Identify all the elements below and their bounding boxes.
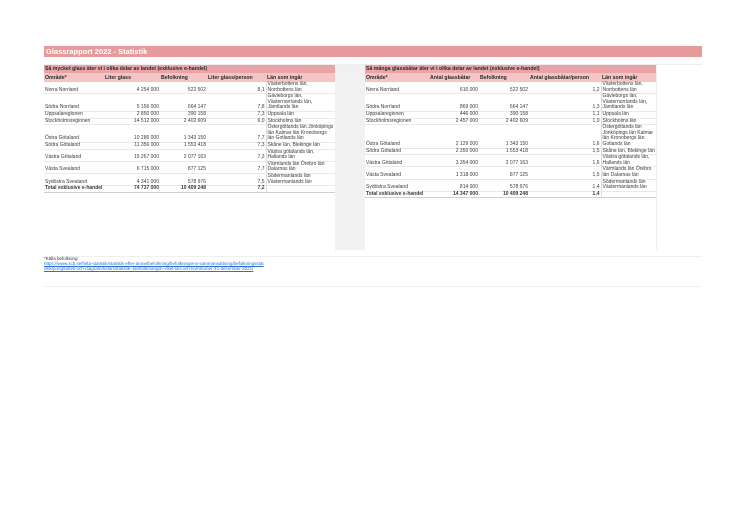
counties-cell: Värmlands län Örebro län Dalarnas län bbox=[601, 167, 656, 179]
header-omrade: Område* bbox=[365, 73, 429, 82]
population-cell: 1 343 150 bbox=[160, 125, 207, 143]
population-cell: 390 158 bbox=[479, 111, 529, 118]
population-cell: 522 502 bbox=[479, 82, 529, 94]
table-row bbox=[44, 161, 335, 173]
counties-cell: Skåne län, Blekinge län bbox=[602, 147, 655, 154]
amount-cell: 6 715 000 bbox=[104, 161, 160, 173]
counties-cell: Västra götalands län, Hallands län bbox=[266, 149, 335, 161]
counties-cell: Västerbottens län, Norrbottens län bbox=[601, 82, 656, 94]
table-row bbox=[365, 179, 656, 191]
amount-cell: 869 000 bbox=[429, 94, 479, 112]
ratio-cell: 1,5 bbox=[529, 167, 601, 179]
ratio-cell: 7,7 bbox=[207, 161, 266, 173]
counties-cell: Stockholms län bbox=[266, 118, 335, 125]
counties-cell: Östergötlands län Jönköpings län Kalmar län Kronobergs län Gotlands län bbox=[267, 124, 334, 142]
counties-cell: Södermanlands län Västermanlands län bbox=[601, 179, 656, 191]
ratio-cell: 1,2 bbox=[529, 82, 601, 94]
amount-cell: 2 350 000 bbox=[429, 148, 479, 155]
area-cell: Västra Götaland bbox=[44, 149, 104, 161]
area-cell: Södra Norrland bbox=[365, 94, 429, 112]
total-population-cell: 10 409 248 bbox=[160, 186, 207, 193]
total-population-cell: 10 409 248 bbox=[479, 191, 529, 198]
source-note bbox=[44, 256, 264, 272]
header-befolkning: Befolkning bbox=[160, 73, 207, 82]
source-link[interactable]: https://www.scb.se/hitta-statistik/statistik-efter-amne/befolkning/befolkningens-sammansattning/befolkningsstatistik/pong/tabell-och-diagram/helarsstatistik--lan/folkmangd-i-riket-lan-och-kommuner-31-december-2021/ bbox=[44, 261, 264, 272]
total-area-cell: Total exklusive e-handel bbox=[45, 185, 103, 192]
total-ratio-cell: 7,2 bbox=[207, 186, 266, 193]
header-liter-glass: Liter glass bbox=[104, 73, 160, 82]
total-amount-cell: 74 737 000 bbox=[104, 186, 160, 193]
area-cell: Uppsalaregionen bbox=[365, 111, 429, 118]
area-cell: Södra Norrland bbox=[44, 94, 104, 112]
population-cell: 390 158 bbox=[160, 111, 207, 118]
header-lan: Län som ingår bbox=[266, 73, 335, 82]
amount-cell: 1 318 000 bbox=[429, 167, 479, 179]
header-omrade: Område* bbox=[44, 73, 104, 82]
population-cell: 2 402 609 bbox=[160, 118, 207, 125]
population-cell: 1 343 150 bbox=[479, 125, 529, 148]
population-cell: 877 125 bbox=[479, 167, 529, 179]
population-cell: 1 553 418 bbox=[160, 142, 207, 149]
ratio-cell: 1,5 bbox=[529, 148, 601, 155]
spreadsheet bbox=[44, 46, 702, 272]
area-cell: Sydöstra Svealand bbox=[365, 179, 429, 191]
header-befolkning: Befolkning bbox=[479, 73, 529, 82]
amount-cell: 2 457 000 bbox=[429, 118, 479, 125]
report-title: Glassrapport 2022 - Statistik bbox=[44, 46, 702, 57]
right-table-subtitle: Så många glassbåtar äter vi i olika delar av landet (exklusive e-handel) bbox=[365, 65, 656, 73]
header-antal-glassbatar: Antal glassbåtar bbox=[429, 73, 479, 82]
table-row bbox=[44, 82, 335, 94]
counties-cell: Västerbottens län, Norrbottens län bbox=[266, 82, 335, 94]
table-row bbox=[365, 94, 656, 112]
population-cell: 664 147 bbox=[479, 94, 529, 112]
counties-cell: Gävleborgs län, Västernorrlands län, Jämtlands län bbox=[266, 94, 335, 112]
table-row bbox=[365, 125, 656, 148]
amount-cell: 4 254 000 bbox=[104, 82, 160, 94]
amount-cell: 814 000 bbox=[429, 179, 479, 191]
counties-cell: Stockholms län bbox=[601, 118, 656, 125]
amount-cell: 5 156 000 bbox=[104, 94, 160, 112]
total-ratio-cell: 1,4 bbox=[529, 191, 601, 198]
counties-cell: Värmlands län Örebro län Dalarnas län bbox=[266, 161, 335, 173]
total-area-cell: Total exklusive e-handel bbox=[365, 191, 429, 198]
total-counties-cell bbox=[601, 191, 656, 198]
gutter-column bbox=[335, 65, 365, 250]
spacer-row bbox=[44, 57, 702, 65]
area-cell: Norra Norrland bbox=[365, 82, 429, 94]
ratio-cell: 1,6 bbox=[529, 155, 601, 167]
area-cell: Sydöstra Svealand bbox=[44, 173, 104, 185]
total-counties-cell bbox=[266, 186, 335, 193]
ratio-cell: 1,3 bbox=[529, 94, 601, 112]
area-cell: Stockholmsregionen bbox=[365, 118, 429, 125]
amount-cell: 4 341 000 bbox=[104, 173, 160, 185]
amount-cell: 3 354 000 bbox=[429, 155, 479, 167]
area-cell: Södra Götaland bbox=[44, 142, 104, 149]
source-label: *Källa befolkning: bbox=[44, 256, 79, 261]
total-row bbox=[365, 191, 656, 198]
ratio-cell: 6,0 bbox=[207, 118, 266, 125]
area-cell: Uppsalaregionen bbox=[44, 111, 104, 118]
counties-cell: Södermanlands län Västermanlands län bbox=[266, 173, 335, 185]
left-table-subtitle: Så mycket glass äter vi i olika delar av landet (exklusive e-handel) bbox=[44, 65, 335, 73]
counties-cell: Uppsala län bbox=[266, 111, 335, 118]
ratio-cell: 1,4 bbox=[529, 179, 601, 191]
population-cell: 578 976 bbox=[160, 173, 207, 185]
total-row bbox=[44, 186, 335, 193]
amount-cell: 610 000 bbox=[429, 82, 479, 94]
area-cell: Östra Götaland bbox=[44, 125, 104, 143]
amount-cell: 15 267 000 bbox=[104, 149, 160, 161]
table-row bbox=[44, 125, 335, 143]
counties-cell: Västra götalands län, Hallands län bbox=[601, 155, 656, 167]
area-cell: Stockholmsregionen bbox=[44, 118, 104, 125]
ice-cream-liters-section bbox=[44, 65, 335, 193]
amount-cell: 11 356 000 bbox=[104, 142, 160, 149]
ice-cream-liters-table bbox=[44, 73, 335, 193]
area-cell: Södra Götaland bbox=[365, 148, 429, 155]
amount-cell: 446 000 bbox=[429, 111, 479, 118]
area-cell: Västra Götaland bbox=[365, 155, 429, 167]
population-cell: 2 077 163 bbox=[479, 155, 529, 167]
ratio-cell: 1,6 bbox=[529, 125, 601, 148]
area-cell: Västa Svealand bbox=[44, 161, 104, 173]
amount-cell: 2 129 000 bbox=[429, 125, 479, 148]
population-cell: 877 125 bbox=[160, 161, 207, 173]
population-cell: 664 147 bbox=[160, 94, 207, 112]
amount-cell: 14 512 000 bbox=[104, 118, 160, 125]
counties-cell: Uppsala län bbox=[601, 111, 656, 118]
ratio-cell: 1,1 bbox=[529, 111, 601, 118]
area-cell: Västa Svealand bbox=[365, 167, 429, 179]
ratio-cell: 7,3 bbox=[207, 149, 266, 161]
total-amount-cell: 14 347 000 bbox=[429, 191, 479, 198]
ice-cream-boats-section bbox=[365, 65, 656, 198]
counties-cell: Östergötlands län Jönköpings län Kalmar län Kronobergs län Gotlands län bbox=[601, 125, 656, 148]
table-row bbox=[365, 167, 656, 179]
ratio-cell: 7,3 bbox=[207, 111, 266, 118]
population-cell: 2 077 163 bbox=[160, 149, 207, 161]
population-cell: 578 976 bbox=[479, 179, 529, 191]
amount-cell: 2 850 000 bbox=[104, 111, 160, 118]
ratio-cell: 1,0 bbox=[529, 118, 601, 125]
ice-cream-boats-table bbox=[365, 73, 656, 198]
table-row bbox=[44, 173, 335, 185]
table-row bbox=[44, 149, 335, 161]
area-cell: Norra Norrland bbox=[44, 82, 104, 94]
table-row bbox=[365, 155, 656, 167]
header-liter-per-person: Liter glass/person bbox=[207, 73, 266, 82]
table-row bbox=[365, 82, 656, 94]
header-batar-per-person: Antal glassbåtar/person bbox=[529, 73, 601, 82]
ratio-cell: 7,3 bbox=[207, 142, 266, 149]
table-row bbox=[44, 94, 335, 112]
population-cell: 2 402 609 bbox=[479, 118, 529, 125]
ratio-cell: 8,1 bbox=[207, 82, 266, 94]
ratio-cell: 7,5 bbox=[207, 173, 266, 185]
population-cell: 1 553 418 bbox=[479, 148, 529, 155]
counties-cell: Skåne län, Blekinge län bbox=[266, 142, 335, 149]
header-lan: Län som ingår bbox=[601, 73, 656, 82]
area-cell: Östra Götaland bbox=[365, 125, 429, 148]
counties-cell: Gävleborgs län, Västernorrlands län, Jämtlands län bbox=[601, 94, 656, 112]
empty-columns bbox=[656, 65, 702, 250]
ratio-cell: 7,8 bbox=[207, 94, 266, 112]
population-cell: 522 502 bbox=[160, 82, 207, 94]
ratio-cell: 7,7 bbox=[207, 125, 266, 143]
amount-cell: 10 286 000 bbox=[104, 125, 160, 143]
